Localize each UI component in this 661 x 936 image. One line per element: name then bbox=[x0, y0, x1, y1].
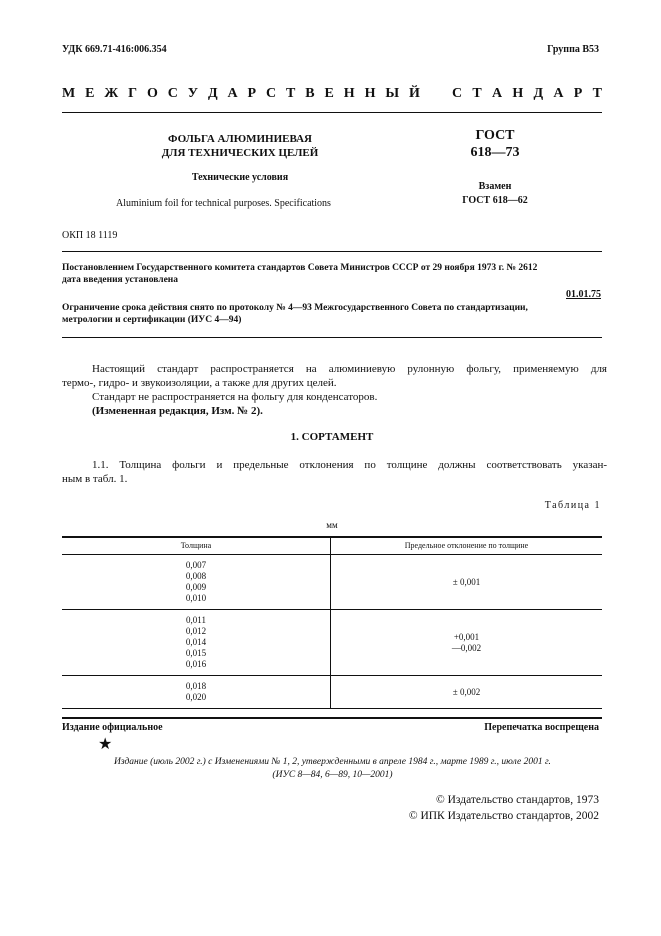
intro-line-2: термо-, гидро- и звукоизоляции, а также для других целей. bbox=[62, 377, 337, 389]
banner-letter: Н bbox=[512, 86, 524, 101]
table-row bbox=[62, 610, 602, 676]
table-value: 0,012 bbox=[185, 626, 207, 636]
limit-text bbox=[62, 302, 607, 326]
title-rule bbox=[62, 251, 602, 252]
table-header-row bbox=[62, 537, 602, 555]
table-value: 0,014 bbox=[185, 637, 207, 647]
table-value: 0,018 bbox=[185, 681, 207, 691]
table-row bbox=[62, 676, 602, 709]
table-value: ± 0,002 bbox=[452, 686, 481, 697]
subtitle: Технические условия bbox=[191, 172, 289, 183]
deviation-cell bbox=[331, 610, 603, 676]
banner-letter: У bbox=[187, 86, 199, 101]
banner-letter: Т bbox=[472, 86, 482, 101]
english-title: Aluminium foil for technical purposes. Specifications bbox=[116, 198, 331, 209]
banner-letter: О bbox=[146, 86, 158, 101]
intro-line-1: Настоящий стандарт распространяется на алюминиевую рулонную фольгу, применяемую для bbox=[92, 363, 607, 375]
banner-letter: Е bbox=[324, 86, 334, 101]
table-value: 0,007 bbox=[185, 560, 207, 570]
edition-note bbox=[40, 756, 625, 782]
col-thickness-header: Толщина bbox=[62, 537, 331, 555]
deviation-cell bbox=[331, 676, 603, 709]
thickness-table bbox=[62, 537, 602, 709]
banner-letter: Й bbox=[409, 86, 420, 101]
decree-line-2: дата введения установлена bbox=[62, 275, 179, 285]
table-value: 0,009 bbox=[185, 582, 207, 592]
banner-letter: С bbox=[167, 86, 178, 101]
banner-letter: Н bbox=[364, 86, 376, 101]
banner-letter: Е bbox=[85, 86, 95, 101]
gost-label: ГОСТ bbox=[475, 128, 515, 143]
introduction-date: 01.01.75 bbox=[566, 289, 601, 300]
banner-word-2 bbox=[452, 86, 602, 102]
official-edition: Издание официальное bbox=[62, 722, 163, 733]
banner-letter: Р bbox=[247, 86, 257, 101]
section-paragraph bbox=[62, 458, 607, 486]
gost-number: 618—73 bbox=[470, 145, 520, 160]
doc-title bbox=[120, 132, 360, 160]
col-deviation-header: Предельное отклонение по толщине bbox=[331, 537, 603, 555]
edition-line-1: Издание (июль 2002 г.) с Изменениями № 1, 2, утвержденными в апреле 1984 г., марте 1989 г., июле 2001 г. bbox=[114, 757, 551, 767]
standard-banner bbox=[62, 86, 602, 102]
banner-letter: Т bbox=[286, 86, 296, 101]
copyright-line-1: © Издательство стандартов, 1973 bbox=[435, 794, 599, 806]
intro-paragraphs bbox=[62, 362, 607, 418]
replaces-block bbox=[445, 180, 545, 208]
section-heading: 1. СОРТАМЕНТ bbox=[290, 431, 374, 443]
replaces-value: ГОСТ 618—62 bbox=[462, 195, 528, 206]
reprint-prohibited: Перепечатка воспрещена bbox=[484, 722, 599, 733]
banner-letter: А bbox=[553, 86, 564, 101]
banner-letter: Р bbox=[573, 86, 583, 101]
title-line-2: ДЛЯ ТЕХНИЧЕСКИХ ЦЕЛЕЙ bbox=[161, 147, 319, 159]
decree-text bbox=[62, 262, 607, 286]
gost-block bbox=[455, 127, 535, 161]
table-value: 0,020 bbox=[185, 692, 207, 702]
table-value: 0,015 bbox=[185, 648, 207, 658]
group-code: Группа В53 bbox=[547, 44, 599, 55]
table-caption: Таблица 1 bbox=[544, 500, 601, 511]
edition-line-2: (ИУС 8—84, 6—89, 10—2001) bbox=[272, 770, 393, 780]
section-line-1: 1.1. Толщина фольги и предельные отклонения по толщине должны соответствовать указан- bbox=[92, 459, 607, 471]
table-unit: мм bbox=[326, 520, 338, 530]
deviation-cell bbox=[331, 555, 603, 610]
banner-letter: Д bbox=[533, 86, 544, 101]
decree-line-1: Постановлением Государственного комитета стандартов Совета Министров СССР от 29 ноября 1973 г. № 2612 bbox=[62, 263, 538, 273]
copyright-line-2: © ИПК Издательство стандартов, 2002 bbox=[408, 810, 599, 822]
thickness-cell bbox=[62, 610, 331, 676]
table-value: 0,016 bbox=[185, 659, 207, 669]
table-value: ± 0,001 bbox=[452, 576, 481, 587]
banner-letter: М bbox=[62, 86, 76, 101]
banner-letter: С bbox=[452, 86, 463, 101]
thickness-cell bbox=[62, 555, 331, 610]
banner-letter: В bbox=[305, 86, 315, 101]
banner-word-1 bbox=[62, 86, 420, 102]
footer-rule bbox=[62, 717, 602, 719]
replaces-label: Взамен bbox=[478, 181, 512, 192]
limit-line-2: метрологии и сертификации (ИУС 4—94) bbox=[62, 315, 242, 325]
table-value: 0,010 bbox=[185, 593, 207, 603]
intro-line-3: Стандарт не распространяется на фольгу для конденсаторов. bbox=[92, 391, 378, 403]
banner-letter: Т bbox=[592, 86, 602, 101]
banner-letter: А bbox=[491, 86, 503, 101]
banner-letter: Д bbox=[207, 86, 218, 101]
banner-letter: С bbox=[266, 86, 277, 101]
table-value: —0,002 bbox=[451, 642, 482, 653]
okp-code: ОКП 18 1119 bbox=[62, 230, 118, 241]
banner-letter: Г bbox=[128, 86, 138, 101]
amendment-note: (Измененная редакция, Изм. № 2). bbox=[92, 405, 263, 417]
copyright-block bbox=[409, 792, 599, 824]
banner-letter: Ж bbox=[104, 86, 119, 101]
title-line-1: ФОЛЬГА АЛЮМИНИЕВАЯ bbox=[168, 133, 312, 145]
section-line-2: ным в табл. 1. bbox=[62, 473, 128, 485]
limit-line-1: Ограничение срока действия снято по протоколу № 4—93 Межгосударственного Совета по стандартизации, bbox=[62, 303, 528, 313]
banner-letter: Ы bbox=[385, 86, 400, 101]
table-value: +0,001 bbox=[453, 631, 480, 642]
table-value: 0,011 bbox=[186, 615, 206, 625]
header-rule bbox=[62, 112, 602, 113]
decree-rule bbox=[62, 337, 602, 338]
thickness-cell bbox=[62, 676, 331, 709]
banner-letter: А bbox=[227, 86, 238, 101]
star-icon: ★ bbox=[98, 736, 113, 753]
table-value: 0,008 bbox=[185, 571, 207, 581]
table-row bbox=[62, 555, 602, 610]
banner-letter: Н bbox=[343, 86, 355, 101]
udk-code: УДК 669.71-416:006.354 bbox=[62, 44, 167, 55]
